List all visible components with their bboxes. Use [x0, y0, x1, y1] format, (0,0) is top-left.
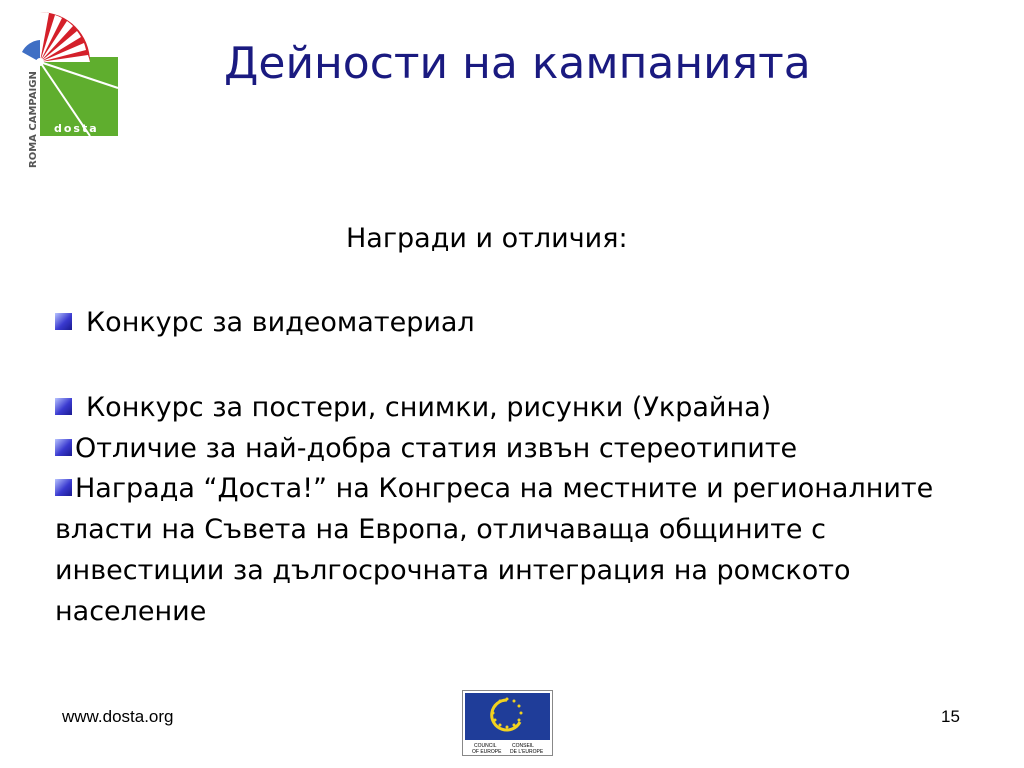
coe-text-left-1: COUNCIL — [474, 743, 497, 749]
logo-word: dosta — [54, 122, 99, 135]
logo-vertical-text: ROMA CAMPAIGN — [28, 71, 39, 168]
bullet-item — [55, 428, 797, 469]
bullet-square-icon — [55, 439, 72, 456]
logo-fan — [22, 12, 90, 66]
slide-subtitle: Награди и отличия: — [346, 223, 628, 254]
bullet-text: Конкурс за видеоматериал — [86, 307, 475, 338]
bullet-square-icon — [55, 398, 72, 415]
bullet-item — [55, 387, 771, 428]
bullet-item — [55, 302, 475, 343]
bullet-square-icon — [55, 479, 72, 496]
council-of-europe-logo — [462, 690, 553, 756]
coe-text-left-2: OF EUROPE — [472, 749, 502, 755]
page-number: 15 — [941, 707, 960, 726]
bullet-text: Отличие за най-добра статия извън стереотипите — [75, 433, 798, 464]
slide-title: Дейности на кампанията — [224, 38, 811, 89]
bullet-item — [55, 468, 985, 632]
coe-text-right-1: CONSEIL — [512, 743, 534, 749]
dosta-roma-campaign-logo — [20, 10, 122, 170]
bullet-square-icon — [55, 313, 72, 330]
footer-url[interactable]: www.dosta.org — [62, 707, 174, 726]
coe-text-right-2: DE L'EUROPE — [510, 749, 544, 755]
bullet-text: Награда “Доста!” на Конгреса на местните и регионалните власти на Съвета на Европа, отличаваща общините с инвестиции за дългосрочната интеграция на ромското население — [55, 473, 934, 627]
bullet-text: Конкурс за постери, снимки, рисунки (Украйна) — [86, 392, 772, 423]
